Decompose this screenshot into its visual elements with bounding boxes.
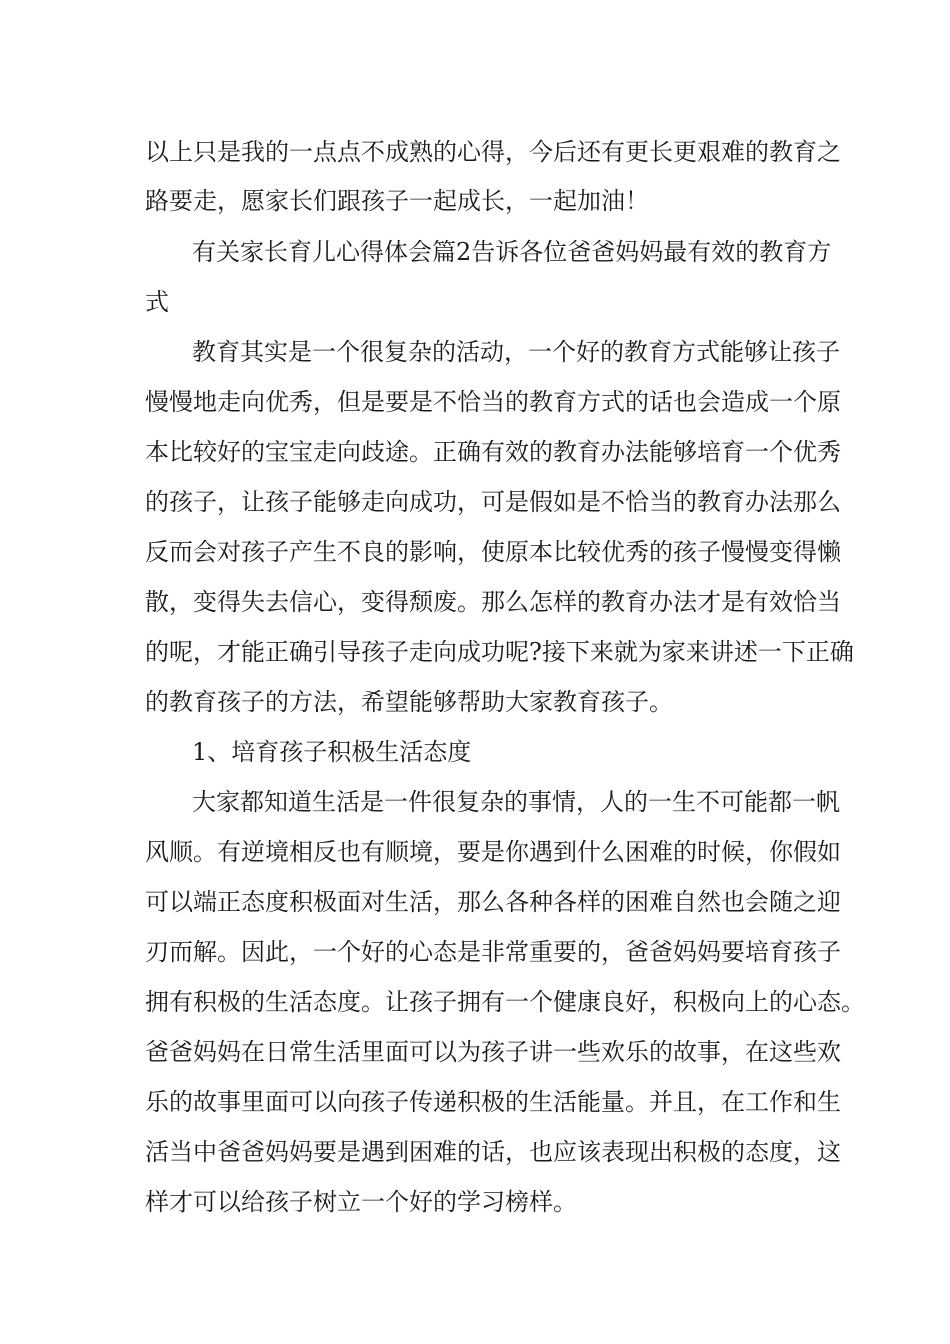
text-line: 反而会对孩子产生不良的影响，使原本比较优秀的孩子慢慢变得懒 <box>145 538 841 566</box>
subsection-heading: 1、培育孩子积极生活态度 <box>192 738 472 766</box>
text-line: 样才可以给孩子树立一个好的学习榜样。 <box>145 1188 577 1216</box>
text-line: 路要走，愿家长们跟孩子一起成长，一起加油！ <box>145 187 649 215</box>
text-line: 乐的故事里面可以向孩子传递积极的生活能量。并且，在工作和生 <box>145 1088 841 1116</box>
text-line: 教育其实是一个很复杂的活动，一个好的教育方式能够让孩子 <box>192 338 840 366</box>
text-line: 的教育孩子的方法，希望能够帮助大家教育孩子。 <box>145 688 673 716</box>
text-line: 拥有积极的生活态度。让孩子拥有一个健康良好，积极向上的心态。 <box>145 988 865 1016</box>
text-line: 以上只是我的一点点不成熟的心得，今后还有更长更艰难的教育之 <box>145 138 841 166</box>
text-line: 慢慢地走向优秀，但是要是不恰当的教育方式的话也会造成一个原 <box>145 388 841 416</box>
text-line: 散，变得失去信心，变得颓废。那么怎样的教育办法才是有效恰当 <box>145 588 841 616</box>
text-line: 刃而解。因此，一个好的心态是非常重要的，爸爸妈妈要培育孩子 <box>145 938 841 966</box>
section-heading-continued: 式 <box>145 288 169 316</box>
section-heading: 有关家长育儿心得体会篇2告诉各位爸爸妈妈最有效的教育方 <box>192 238 832 266</box>
text-line: 风顺。有逆境相反也有顺境，要是你遇到什么困难的时候，你假如 <box>145 838 841 866</box>
text-line: 可以端正态度积极面对生活，那么各种各样的困难自然也会随之迎 <box>145 888 841 916</box>
text-line: 的孩子，让孩子能够走向成功，可是假如是不恰当的教育办法那么 <box>145 488 841 516</box>
text-line: 本比较好的宝宝走向歧途。正确有效的教育办法能够培育一个优秀 <box>145 438 841 466</box>
text-line: 爸爸妈妈在日常生活里面可以为孩子讲一些欢乐的故事，在这些欢 <box>145 1038 841 1066</box>
text-line: 活当中爸爸妈妈要是遇到困难的话，也应该表现出积极的态度，这 <box>145 1138 841 1166</box>
text-line: 的呢，才能正确引导孩子走向成功呢?接下来就为家来讲述一下正确 <box>145 638 854 666</box>
text-line: 大家都知道生活是一件很复杂的事情，人的一生不可能都一帆 <box>192 788 840 816</box>
